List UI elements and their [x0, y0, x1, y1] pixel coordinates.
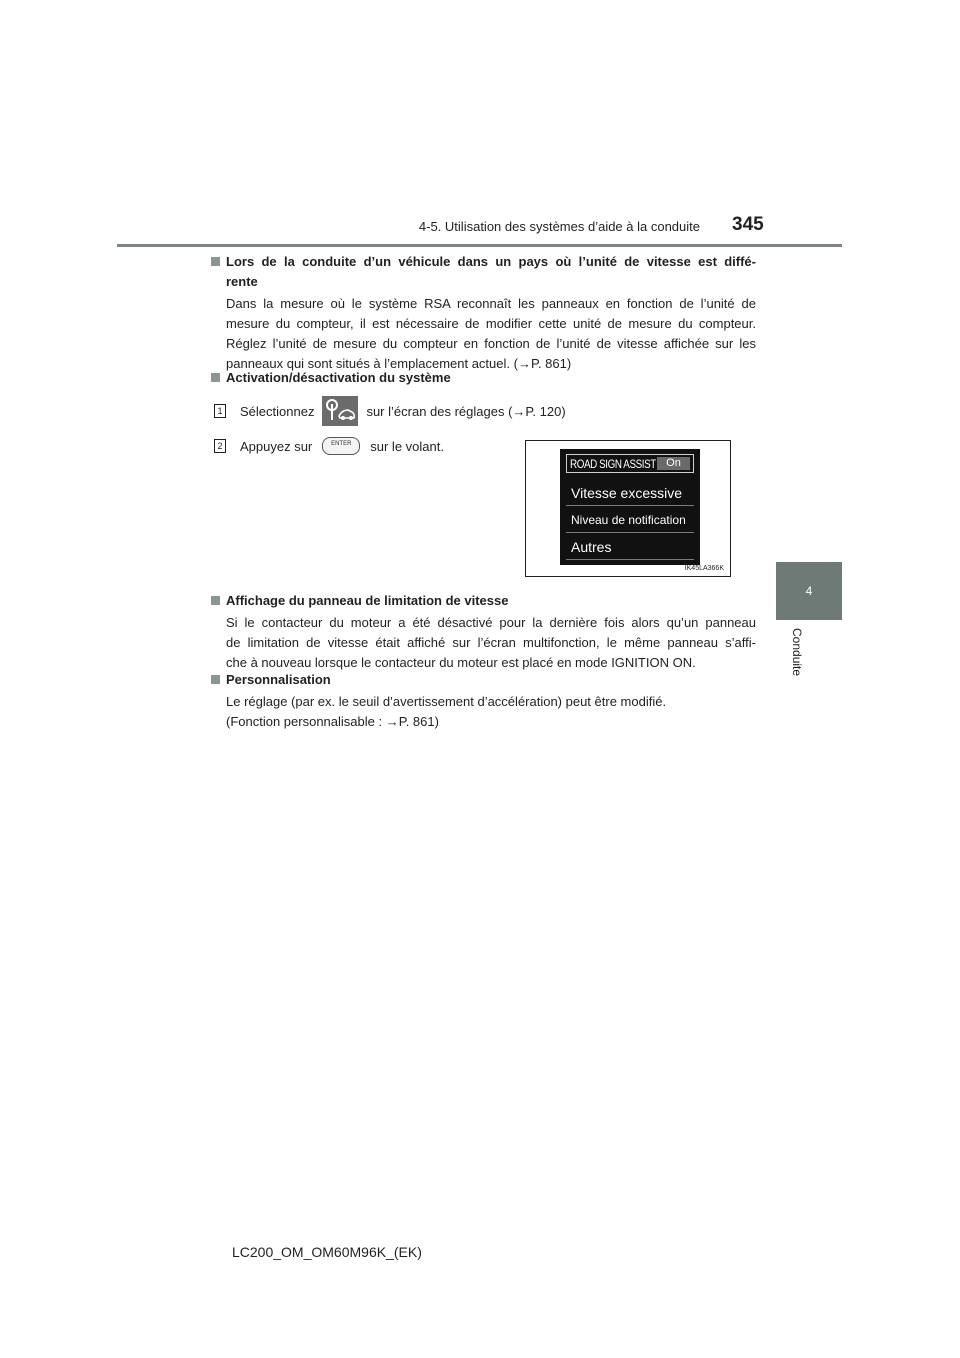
step-2: [214, 437, 444, 455]
body-line: Réglez l’unité de mesure du compteur en fonction de l’unité de vitesse affichée sur les: [226, 336, 756, 351]
square-bullet-icon: [211, 257, 220, 266]
section-heading: [211, 368, 756, 388]
square-bullet-icon: [211, 373, 220, 382]
document-code-footer: LC200_OM_OM60M96K_(EK): [232, 1244, 422, 1260]
section-sign-display: [211, 591, 756, 673]
step-number-2: 2: [214, 439, 226, 453]
step-text-before: Sélectionnez: [240, 403, 315, 419]
screen-title-bar: [566, 454, 694, 473]
body-line: mesure du compteur, il est nécessaire de modifier cette unité de mesure du compteur.: [226, 316, 756, 331]
heading-line: rente: [226, 274, 258, 289]
square-bullet-icon: [211, 675, 220, 684]
body-line: de limitation de vitesse était affiché sur l’écran multifonction, le même panneau s’affi-: [226, 635, 756, 650]
body-line: (Fonction personnalisable : →P. 861): [226, 714, 439, 729]
chapter-label: Conduite: [790, 628, 804, 677]
header-rule: [117, 244, 842, 247]
body-line: Le réglage (par ex. le seuil d’avertissement d’accélération) peut être modifié.: [226, 694, 667, 709]
body-line: panneaux qui sont situés à l’emplacement actuel. (→P. 861): [226, 356, 572, 371]
figure-code: IK45LA366K: [684, 565, 724, 572]
enter-switch-icon: [322, 437, 360, 455]
step-text-before: Appuyez sur: [240, 438, 313, 454]
section-customization: [211, 670, 756, 732]
chapter-number: 4: [805, 584, 813, 598]
section-header-title: 4-5. Utilisation des systèmes d’aide à la conduite: [418, 219, 700, 234]
road-sign-assist-icon: [322, 396, 358, 426]
body-line: Dans la mesure où le système RSA reconnaît les panneaux en fonction de l’unité de: [226, 296, 756, 311]
step-1: [214, 396, 566, 426]
step-text-after: sur l’écran des réglages (→P. 120): [366, 403, 566, 419]
section-heading: [211, 252, 756, 292]
heading-line: Lors de la conduite d’un véhicule dans un pays où l’unité de vitesse est diffé-: [226, 254, 756, 269]
heading-text: Personnalisation: [226, 672, 331, 687]
status-badge: On: [657, 457, 690, 470]
section-speed-units: [211, 252, 756, 374]
section-body: [226, 692, 756, 732]
heading-text: Activation/désactivation du système: [226, 370, 451, 385]
menu-item: Vitesse excessive: [566, 480, 694, 506]
chapter-tab[interactable]: [776, 562, 842, 620]
multi-information-display-figure: [525, 440, 731, 577]
section-heading: [211, 591, 756, 611]
step-text-after: sur le volant.: [370, 438, 444, 454]
section-heading: [211, 670, 756, 690]
step-number-1: 1: [214, 404, 226, 418]
body-line: che à nouveau lorsque le contacteur du moteur est placé en mode IGNITION ON.: [226, 655, 696, 670]
square-bullet-icon: [211, 596, 220, 605]
section-body: [226, 613, 756, 673]
heading-text: Affichage du panneau de limitation de vitesse: [226, 593, 509, 608]
menu-item: Autres: [566, 534, 694, 560]
section-activation: [211, 368, 756, 388]
body-line: Si le contacteur du moteur a été désactivé pour la dernière fois alors qu’un panneau: [226, 615, 756, 630]
menu-item: Niveau de notification: [566, 507, 694, 533]
display-screen: [560, 449, 700, 565]
page-number: 345: [732, 214, 764, 235]
section-body: [226, 294, 756, 374]
screen-title: ROAD SIGN ASSIST: [570, 457, 656, 471]
enter-switch-label: ENTER: [331, 441, 352, 447]
